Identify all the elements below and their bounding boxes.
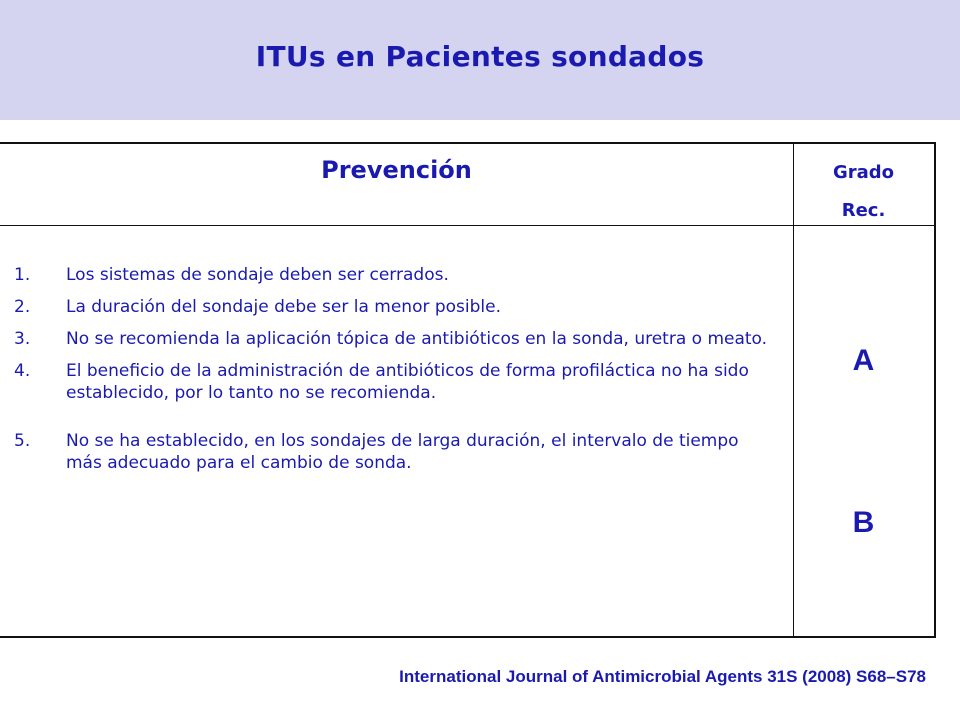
item-text: No se recomienda la aplicación tópica de antibióticos en la sonda, uretra o meato. <box>66 329 768 349</box>
item-number: 3. <box>14 329 31 349</box>
list-item <box>0 328 793 350</box>
item-number: 1. <box>14 265 31 285</box>
recommendation-list <box>0 264 793 484</box>
grade-header-line1: Grado <box>832 162 895 183</box>
list-item <box>0 430 793 474</box>
item-text: Los sistemas de sondaje deben ser cerrados. <box>66 265 449 285</box>
item-text: El beneficio de la administración de antibióticos de forma profiláctica no ha sido establecido, por lo tanto no se recomienda. <box>66 361 749 403</box>
item-text: La duración del sondaje debe ser la menor posible. <box>66 297 502 317</box>
column-header-grade <box>793 154 934 230</box>
citation: International Journal of Antimicrobial Agents 31S (2008) S68–S78 <box>399 667 926 686</box>
list-item <box>0 360 793 404</box>
list-item <box>0 296 793 318</box>
item-text: No se ha establecido, en los sondajes de larga duración, el intervalo de tiempo más adecuado para el cambio de sonda. <box>66 431 739 473</box>
list-item <box>0 264 793 286</box>
grade-b: B <box>852 506 875 539</box>
slide-title: ITUs en Pacientes sondados <box>255 40 705 73</box>
grade-a: A <box>852 344 875 377</box>
recommendations-table <box>0 142 936 638</box>
item-number: 2. <box>14 297 31 317</box>
grade-header-line2: Rec. <box>841 200 886 221</box>
item-number: 4. <box>14 361 31 381</box>
column-header-prevention: Prevención <box>321 156 472 184</box>
item-number: 5. <box>14 431 31 451</box>
